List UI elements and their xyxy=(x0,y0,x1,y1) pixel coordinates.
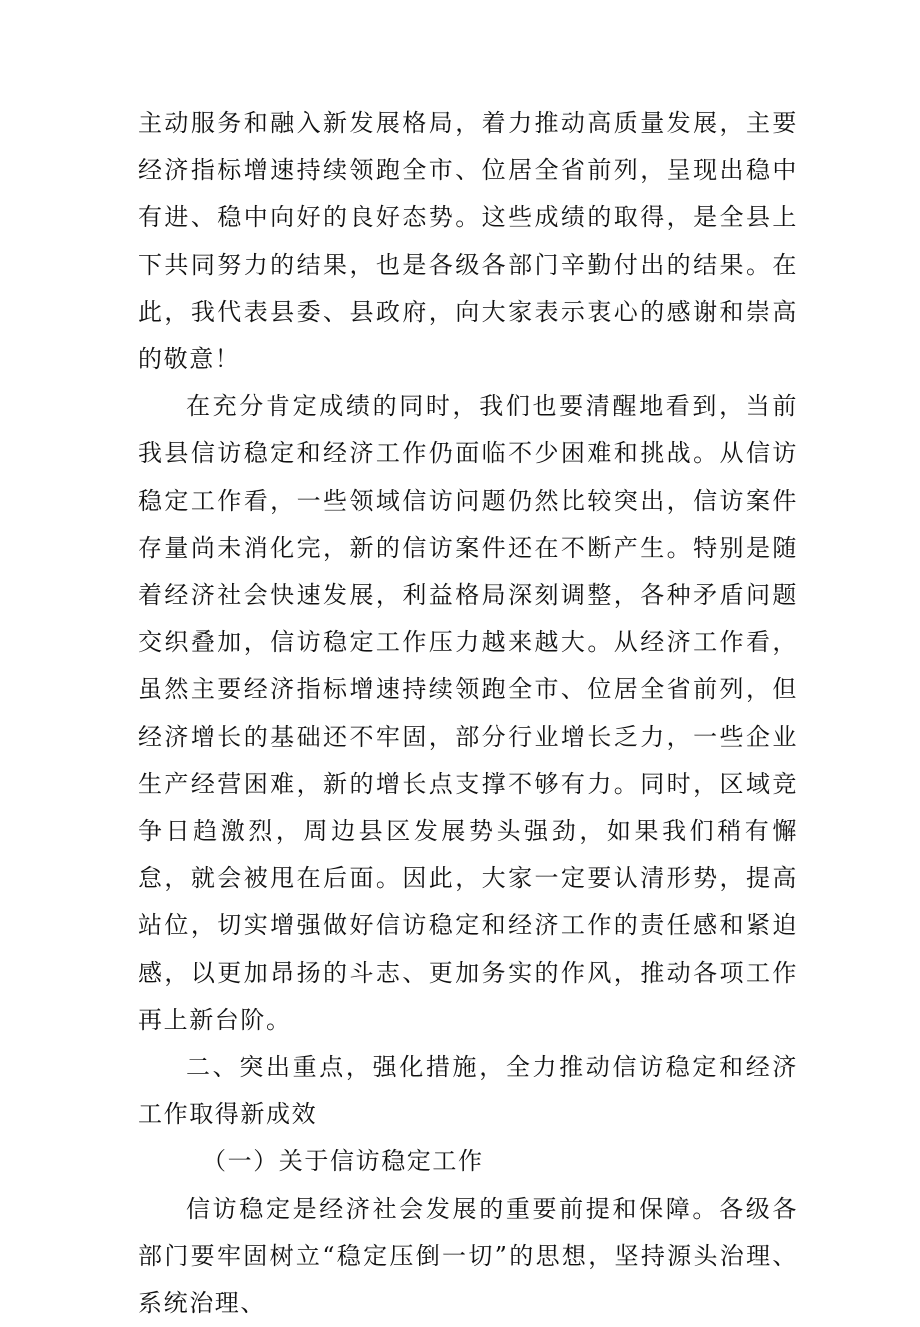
document-body xyxy=(138,100,798,1327)
subsection-heading: （一）关于信访稳定工作 xyxy=(202,1147,484,1176)
section-heading: 二、突出重点，强化措施，全力推动信访稳定和经济工作取得新成效 xyxy=(138,1053,798,1129)
paragraph-continuation: 主动服务和融入新发展格局，着力推动高质量发展，主要经济指标增速持续领跑全市、位居全省前列，呈现出稳中有进、稳中向好的良好态势。这些成绩的取得，是全县上下共同努力的结果，也是各级各部门辛勤付出的结果。在此，我代表县委、县政府，向大家表示衷心的感谢和崇高的敬意！ xyxy=(138,109,798,374)
paragraph-challenges: 在充分肯定成绩的同时，我们也要清醒地看到，当前我县信访稳定和经济工作仍面临不少困难和挑战。从信访稳定工作看，一些领域信访问题仍然比较突出，信访案件存量尚未消化完，新的信访案件还在不断产生。特别是随着经济社会快速发展，利益格局深刻调整，各种矛盾问题交织叠加，信访稳定工作压力越来越大。从经济工作看，虽然主要经济指标增速持续领跑全市、位居全省前列，但经济增长的基础还不牢固，部分行业增长乏力，一些企业生产经营困难，新的增长点支撑不够有力。同时，区域竞争日趋激烈，周边县区发展势头强劲，如果我们稍有懈怠，就会被甩在后面。因此，大家一定要认清形势，提高站位，切实增强做好信访稳定和经济工作的责任感和紧迫感，以更加昂扬的斗志、更加务实的作风，推动各项工作再上新台阶。 xyxy=(138,392,798,1034)
paragraph-petition-stability: 信访稳定是经济社会发展的重要前提和保障。各级各部门要牢固树立“稳定压倒一切”的思想，坚持源头治理、系统治理、 xyxy=(138,1194,798,1318)
